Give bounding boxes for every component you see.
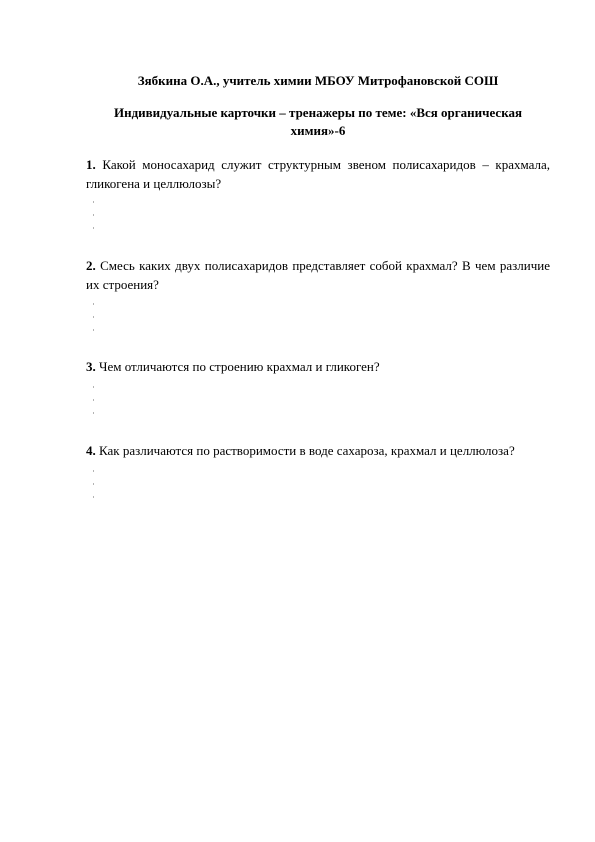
author-line: Зябкина О.А., учитель химии МБОУ Митрофановской СОШ [137, 73, 499, 88]
question-4-text: Как различаются по растворимости в воде сахароза, крахмал и целлюлоза? [99, 443, 515, 458]
document-title: Индивидуальные карточки – тренажеры по теме: «Вся органическая химия»-6 [113, 105, 523, 138]
answer-space-3 [93, 386, 97, 425]
answer-space-2 [93, 303, 97, 342]
question-3-number: 3. [86, 359, 96, 374]
question-2-number: 2. [86, 258, 96, 273]
question-1-text: Какой моносахарид служит структурным звеном полисахаридов – крахмала, гликогена и целлюлозы? [86, 157, 551, 191]
question-1 [86, 155, 550, 193]
answer-space-4 [93, 470, 97, 509]
question-2 [86, 256, 550, 294]
question-3-text: Чем отличаются по строению крахмал и гликоген? [99, 359, 380, 374]
question-1-number: 1. [86, 157, 96, 172]
answer-space-1 [93, 201, 97, 240]
question-4-number: 4. [86, 443, 96, 458]
question-2-text: Смесь каких двух полисахаридов представляет собой крахмал? В чем различие их строения? [86, 258, 551, 292]
question-4 [86, 441, 550, 460]
question-3 [86, 357, 550, 376]
